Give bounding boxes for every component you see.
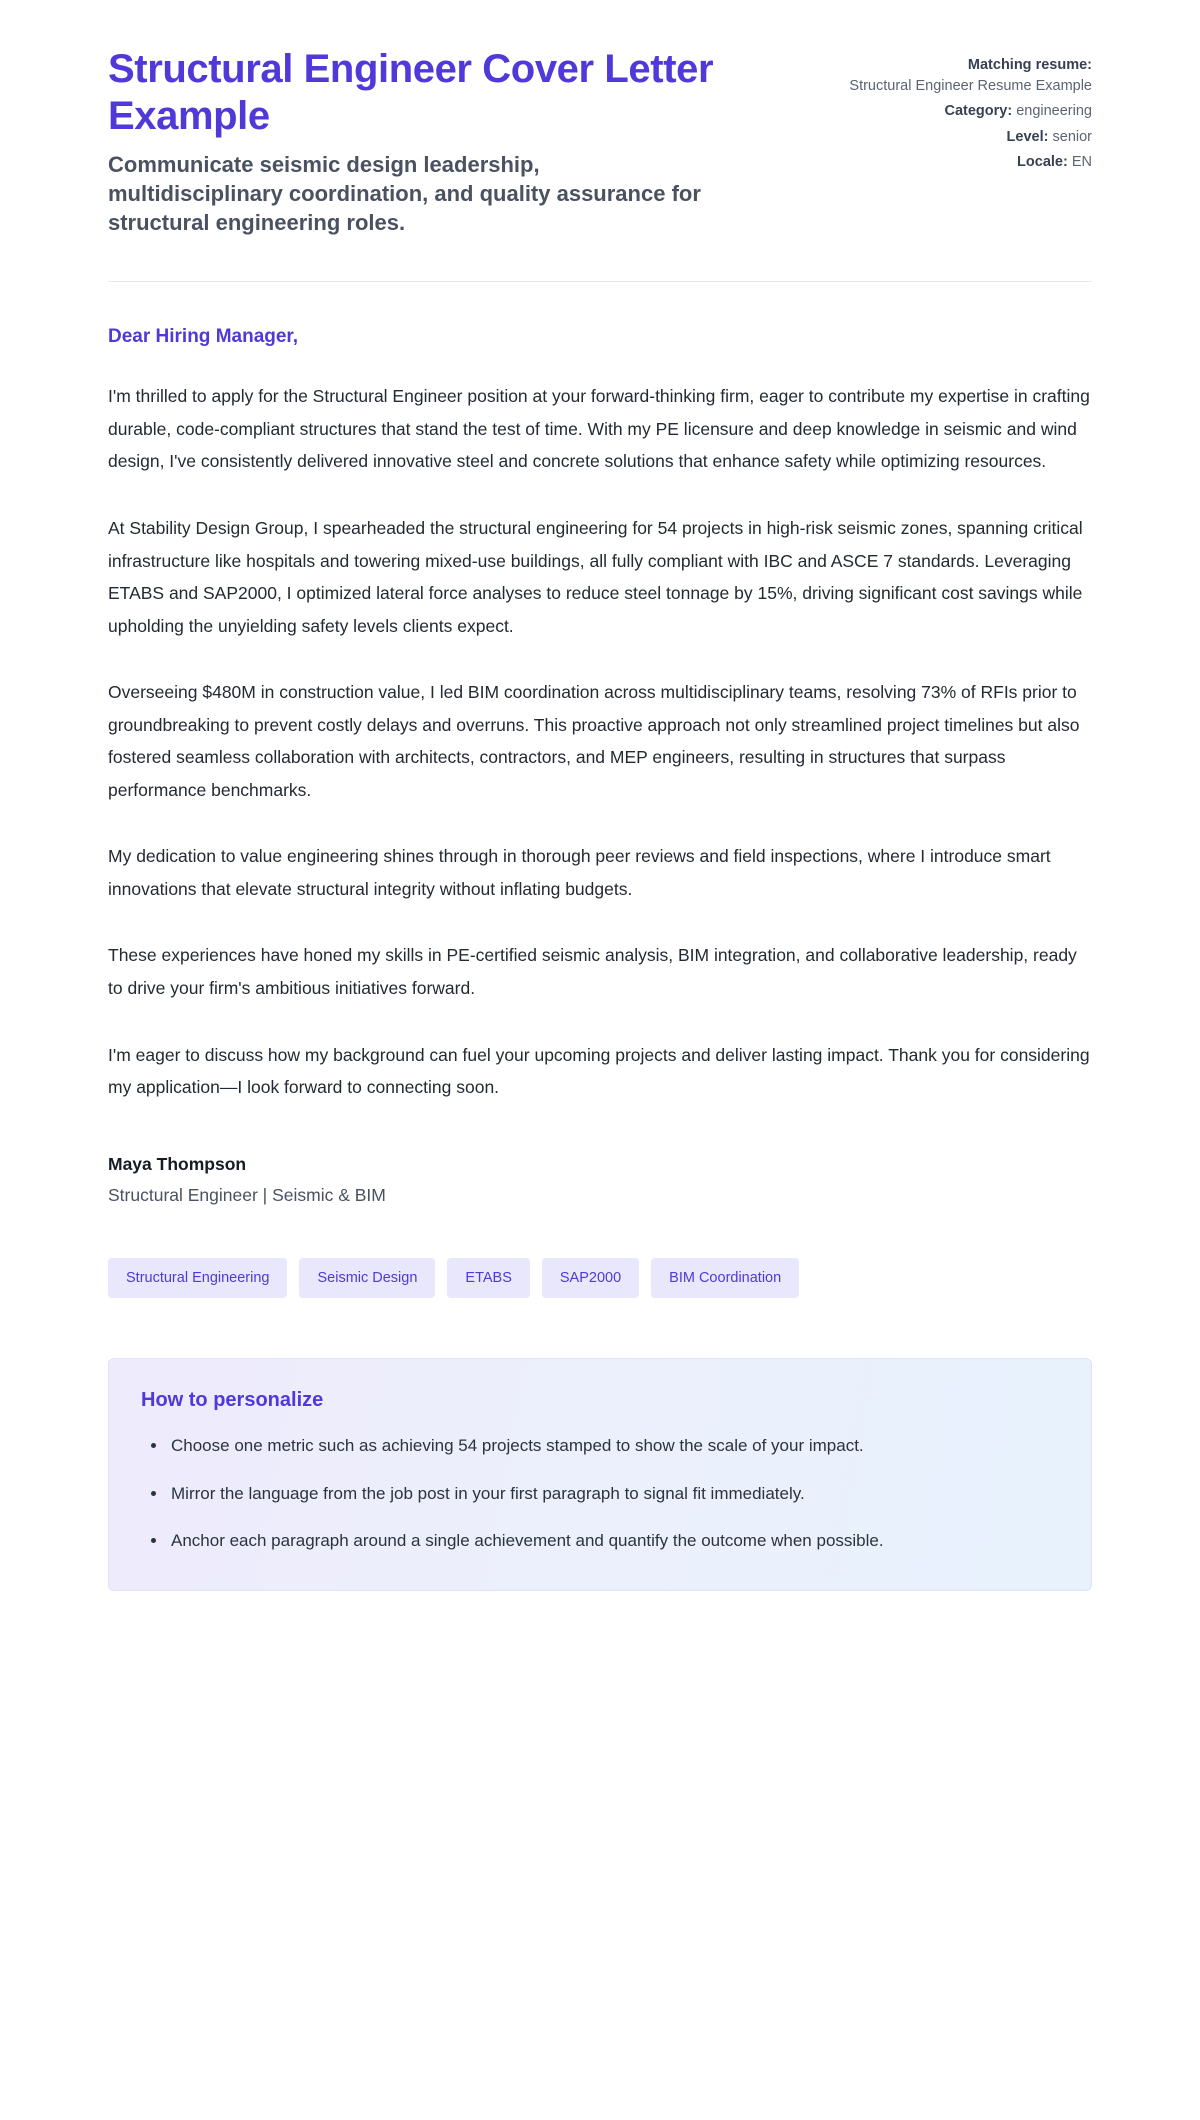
letter-salutation: Dear Hiring Manager, (108, 326, 299, 348)
how-to-personalize-callout (108, 1358, 1092, 1591)
letter-paragraph: My dedication to value engineering shines through in thorough peer reviews and field inspections, where I introduce smart innovations that elevate structural integrity without inflating budgets. (108, 846, 1051, 899)
meta-category-value: engineering (1016, 103, 1092, 120)
meta-level-label: Level: (1006, 128, 1049, 145)
skill-tag[interactable]: BIM Coordination (651, 1258, 799, 1299)
skill-tag[interactable]: Seismic Design (299, 1258, 435, 1299)
page-header (108, 46, 1092, 237)
skill-tag[interactable]: SAP2000 (542, 1258, 639, 1299)
meta-locale-label: Locale: (1017, 154, 1068, 171)
meta-level (849, 127, 1092, 148)
meta-category-label: Category: (944, 103, 1013, 120)
meta-level-value: senior (1052, 128, 1092, 145)
meta-category (849, 101, 1092, 122)
meta-locale (849, 152, 1092, 173)
letter-paragraph: At Stability Design Group, I spearheaded the structural engineering for 54 projects in high-risk seismic zones, spanning critical infrastructure like hospitals and towering mixed-use buildings, all fully compliant with IBC and ASCE 7 standards. Leveraging ETABS and SAP2000, I optimized lateral force analyses to reduce steel tonnage by 15%, driving significant cost savings while upholding the unyielding safety levels clients expect. (108, 517, 1083, 636)
page-subtitle: Communicate seismic design leadership, multidisciplinary coordination, and quality assurance for structural engineering roles. (108, 151, 701, 236)
callout-tip-item: Choose one metric such as achieving 54 projects stamped to show the scale of your impact. (165, 1430, 1059, 1461)
letter-paragraph: These experiences have honed my skills in PE-certified seismic analysis, BIM integration, and collaborative leadership, ready to drive your firm's ambitious initiatives forward. (108, 945, 1077, 998)
cover-letter-body (108, 282, 1092, 1591)
meta-matching-resume (849, 55, 1092, 96)
skill-tag[interactable]: ETABS (447, 1258, 529, 1299)
letter-paragraphs (108, 380, 1092, 1103)
callout-tip-item: Mirror the language from the job post in your first paragraph to signal fit immediately. (165, 1478, 1059, 1509)
meta-locale-value: EN (1071, 154, 1092, 171)
callout-tip-item: Anchor each paragraph around a single achievement and quantify the outcome when possible. (165, 1525, 1059, 1556)
letter-paragraph: I'm thrilled to apply for the Structural Engineer position at your forward-thinking firm, eager to contribute my expertise in crafting durable, code-compliant structures that stand the test of time. With my PE licensure and deep knowledge in seismic and wind design, I've consistently delivered innovative steel and concrete solutions that enhance safety while optimizing resources. (108, 386, 1090, 472)
header-text-group (108, 46, 809, 237)
letter-paragraph: Overseeing $480M in construction value, I led BIM coordination across multidisciplinary teams, resolving 73% of RFIs prior to groundbreaking to prevent costly delays and overruns. This proactive approach not only streamlined project timelines but also fostered seamless collaboration with architects, contractors, and MEP engineers, resulting in structures that surpass performance benchmarks. (108, 682, 1080, 800)
meta-matching-resume-value: Structural Engineer Resume Example (849, 77, 1092, 94)
callout-title: How to personalize (141, 1389, 324, 1412)
skill-tag-list (108, 1258, 1092, 1299)
signature-name: Maya Thompson (108, 1153, 247, 1174)
callout-tip-list (141, 1430, 1059, 1556)
skill-tag[interactable]: Structural Engineering (108, 1258, 287, 1299)
meta-matching-resume-label: Matching resume: (967, 57, 1092, 73)
signature-block (108, 1154, 1092, 1206)
signature-role: Structural Engineer | Seismic & BIM (108, 1184, 386, 1205)
document-metadata (849, 46, 1092, 173)
letter-paragraph: I'm eager to discuss how my background can fuel your upcoming projects and deliver lasting impact. Thank you for considering my application—I look forward to connecting soon. (108, 1044, 1090, 1098)
page-title: Structural Engineer Cover Letter Example (108, 47, 714, 138)
